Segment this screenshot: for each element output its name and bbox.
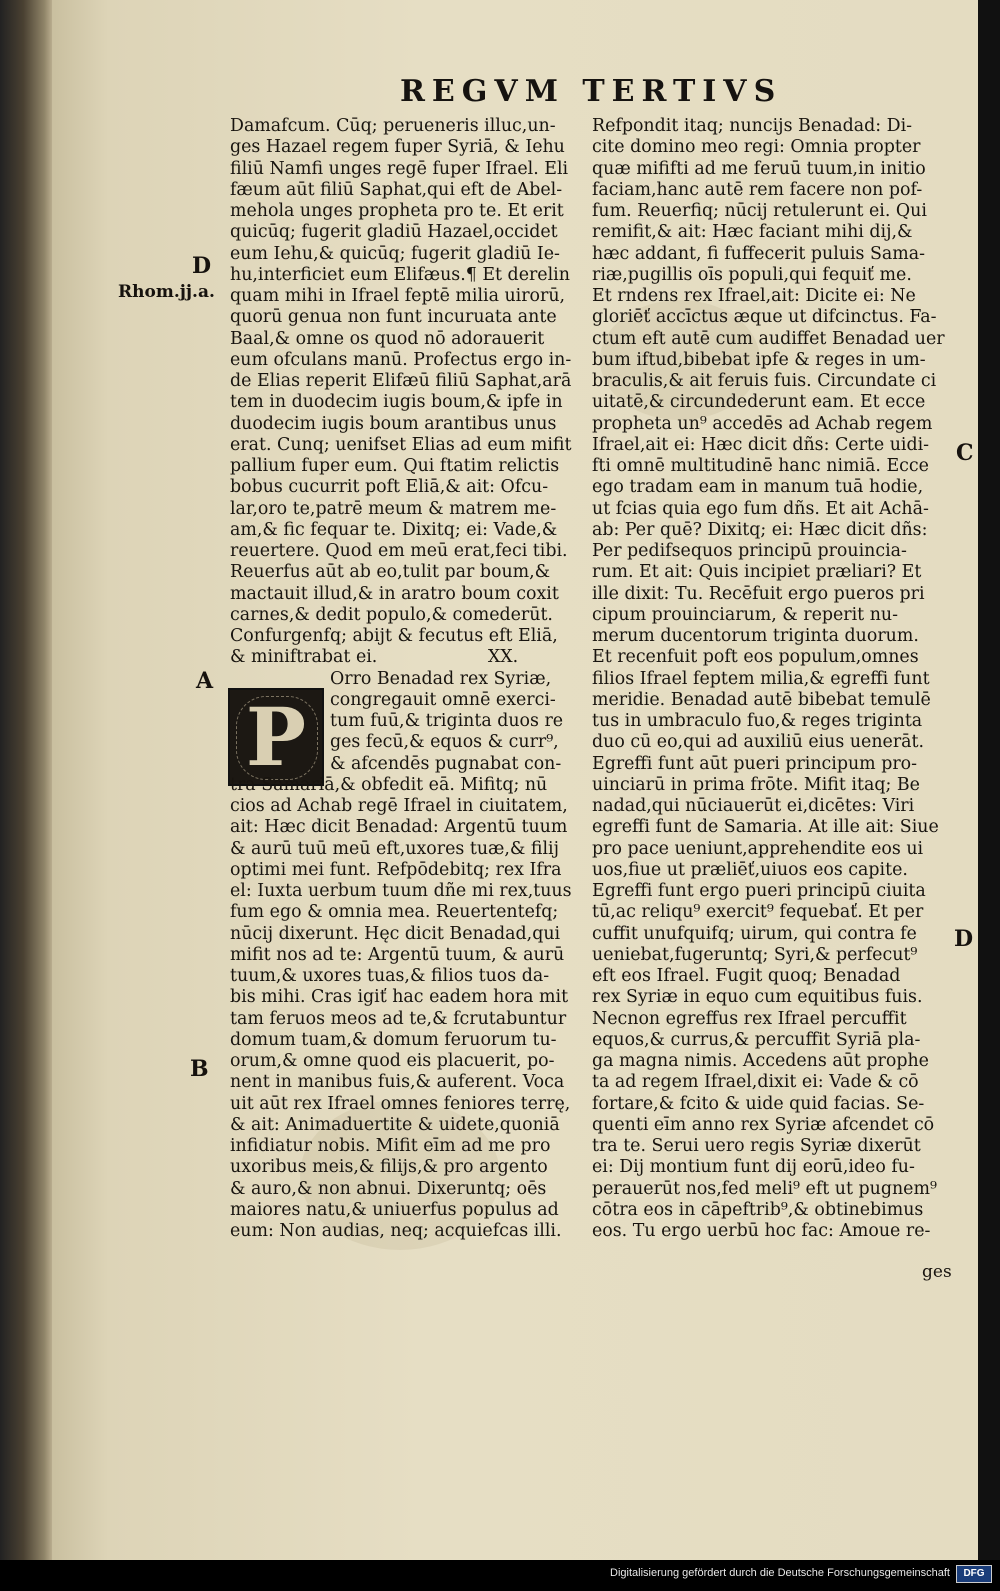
margin-letter-d-right: D [954,926,974,952]
text-line: tū,ac reliqu⁹ exercit⁹ fequebať. Et per [592,902,924,923]
text-line: quam mihi in Ifrael feptē milia uirorū, [230,286,566,306]
text-line: fortare,& fcito & uide quid facias. Se- [592,1093,925,1114]
text-line: eum Iehu,& quicūq; fugerit gladiū Ie- [230,243,560,264]
text-line: tra Samariā,& obfedit eā. Mifitq; nū [230,774,548,795]
initial-letter: P [245,690,307,784]
text-line: optimi mei funt. Refpōdebitq; rex Ifra [230,859,562,880]
text-line: uitatē,& circundederunt eam. Et ecce [592,392,926,413]
text-line: cipum prouinciarum, & reperit nu- [592,604,898,625]
text-line: eos. Tu ergo uerbū hoc fac: Amoue re- [592,1221,931,1241]
text-line: pro pace ueniunt,apprehendite eos ui [592,838,924,859]
text-line: rex Syriæ in equo cum equitibus fuis. [592,987,923,1008]
text-line: uinciarū in prima frōte. Mifit itaq; Be [592,774,920,795]
text-line: ga magna nimis. Accedens aūt prophe [592,1051,929,1071]
text-line: Et recenfuit poft eos populum,omnes [592,647,919,668]
text-line: cite domino meo regi: Omnia propter [592,137,921,158]
margin-letter-a: A [196,668,214,694]
text-line: rum. Et ait: Quis incipiet præliari? Et [592,562,922,583]
text-line: cios ad Achab regē Ifrael in ciuitatem, [230,796,568,816]
text-line: ges Hazael regem fuper Syriā, & Iehu [230,137,565,158]
text-line: remifit,& ait: Hæc faciant mihi dij,& [592,222,913,243]
text-line: fæum aūt filiū Saphat,qui eft de Abel- [230,179,563,200]
text-line: & auro,& non abnui. Dixeruntq; oēs [230,1178,547,1199]
text-line: bobus cucurrit poft Eliā,& ait: Ofcu- [230,477,549,498]
text-line: ges fecū,& equos & curr⁹, [330,732,559,753]
text-line: tra te. Serui uero regis Syriæ dixerūt [592,1136,921,1156]
text-line: quorū genua non funt incuruata ante [230,307,557,328]
text-line: mehola unges propheta pro te. Et erit [230,201,564,221]
text-line: nūcij dixerunt. Hęc dicit Benadad,qui [230,923,561,944]
text-line: Confurgenfq; abijt & fecutus eft Eliā, [230,626,558,646]
text-line: & aurū tuū meū eft,uxores tuæ,& filij [230,838,560,859]
text-line: lar,oro te,patrē meum & matrem me- [230,498,557,519]
catchword: ges [922,1262,952,1282]
text-line: tus in umbraculo fuo,& reges triginta [592,711,923,731]
text-line: eum ofculans manū. Profectus ergo in- [230,349,572,370]
margin-letter-b: B [190,1056,209,1082]
text-line: quæ mififti ad me feruū tuum,in initio [592,158,926,179]
text-line: el: Iuxta uerbum tuum dñe mi rex,tuus [230,881,572,901]
text-line: Necnon egreffus rex Ifrael percuffit [592,1008,907,1029]
text-line: braculis,& ait feruis fuis. Circundate ci [592,371,937,391]
text-line: & miniftrabat ei. XX. [230,647,519,668]
text-line: domum tuam,& domum feruorum tu- [230,1029,557,1050]
text-line: mactauit illud,& in aratro boum coxit [230,583,559,604]
text-line: Egreffi funt ergo pueri principū ciuita [592,881,926,901]
text-line: Damafcum. Cūq; perueneris illuc,un- [230,116,556,136]
margin-reference: Rhom.jj.a. [118,282,215,302]
text-line: erat. Cunq; uenifset Elias ad eum mifit [230,434,572,455]
text-line: eft eos Ifrael. Fugit quoq; Benadad [592,966,901,986]
text-line: tuum,& uxores tuas,& filios tuos da- [230,966,550,986]
text-line: nadad,qui nūciauerūt ei,dicētes: Viri [592,796,915,816]
footer-bar [0,1560,1000,1591]
text-line: & ait: Animaduertite & uidete,quoniā [230,1114,560,1135]
text-line: meridie. Benadad autē bibebat temulē [592,689,931,710]
text-line: uxoribus meis,& filijs,& pro argento [230,1157,548,1178]
text-line: Ifrael,ait ei: Hæc dicit dñs: Certe uidi- [592,434,930,455]
text-line: filiū Namfi unges regē fuper Ifrael. Eli [230,158,569,179]
text-line: ille dixit: Tu. Recēfuit ergo pueros pri [592,583,925,604]
text-line: merum ducentorum triginta duorum. [592,626,919,646]
text-line: perauerūt nos,fed meli⁹ eft ut pugnem⁹ [592,1178,937,1199]
text-line: congregauit omnē exerci- [330,689,556,710]
text-line: Reuerfus aūt ab eo,tulit par boum,& [230,562,551,583]
text-line: carnes,& dedit populo,& comederūt. [230,604,553,625]
text-line: Baal,& omne os quod nō adorauerit [230,328,545,349]
text-line: reuertere. Quod em meū erat,feci tibi. [230,541,568,561]
text-line: Orro Benadad rex Syriæ, [330,668,552,689]
text-line: ab: Per quē? Dixitq; ei: Hæc dicit dñs: [592,519,928,540]
text-line: ei: Dij montium funt dij eorū,ideo fu- [592,1157,915,1178]
text-line: maiores natu,& uniuerfus populus ad [230,1199,559,1220]
text-line: uit aūt rex Ifrael omnes feniores terrę, [230,1093,571,1114]
text-line: ego tradam eam in manum tuā hodie, [592,477,924,498]
text-line: mifit nos ad te: Argentū tuum, & aurū [230,944,565,965]
text-line: ait: Hæc dicit Benadad: Argentū tuum [230,817,568,838]
text-line: ta ad regem Ifrael,dixit ei: Vade & cō [592,1072,919,1093]
text-line: faciam,hanc autē rem facere non pof- [592,179,923,200]
text-line: fti omnē multitudinē hanc nimiā. Ecce [592,456,929,476]
dfg-logo: DFG [956,1565,992,1583]
text-line: Et rndens rex Ifrael,ait: Dicite ei: Ne [592,286,916,306]
text-line: quenti eīm anno rex Syriæ afcendet cō [592,1114,935,1135]
text-line: infidiatur nobis. Mifit eīm ad me pro [230,1136,551,1156]
text-line: Refpondit itaq; nuncijs Benadad: Di- [592,116,913,136]
text-line: fum ego & omnia mea. Reuertentefq; [230,902,559,923]
text-line: tem in duodecim iugis boum,& ipfe in [230,392,563,413]
text-line: duo cū eo,qui ad auxiliū eius uenerāt. [592,732,925,753]
text-line: bum iftud,bibebat ipfe & reges in um- [592,349,926,370]
book-spine [0,0,52,1560]
text-line: tam feruos meos ad te,& fcrutabuntur [230,1008,567,1029]
text-line: duodecim iugis boum arantibus unus [230,413,557,434]
text-line: ueniebat,fugeruntq; Syri,& perfecut⁹ [592,944,918,965]
text-line: nent in manibus fuis,& auferent. Voca [230,1072,565,1093]
text-line: pallium fuper eum. Qui ftatim relictis [230,456,560,476]
text-line: Egreffi funt aūt pueri principum pro- [592,753,917,774]
text-line: hæc addant, fi fuffecerit puluis Sama- [592,243,926,264]
text-line: egreffi funt de Samaria. At ille ait: Siue [592,817,939,838]
running-header: REGVM TERTIVS [400,74,783,109]
text-line: am,& fic fequar te. Dixitq; ei: Vade,& [230,519,558,540]
text-line: equos,& currus,& percuffit Syriā pla- [592,1029,921,1050]
right-text-column [592,116,972,1242]
text-line: propheta un⁹ accedēs ad Achab regem [592,413,933,434]
footer-credit: Digitalisierung gefördert durch die Deutsche Forschungsgemeinschaft [610,1567,950,1579]
text-line: fum. Reuerfiq; nūcij retulerunt ei. Qui [592,201,927,221]
text-line: & afcendēs pugnabat con- [330,753,562,774]
text-line: orum,& omne quod eis placuerit, po- [230,1051,555,1071]
text-line: uos,fiue ut præliēť,uiuos eos capite. [592,859,908,880]
text-line: Per pedifsequos principū prouincia- [592,541,907,561]
text-line: cuffit unufquifq; uirum, qui contra fe [592,923,917,944]
text-line: quicūq; fugerit gladiū Hazael,occidet [230,222,558,243]
text-line: de Elias reperit Elifæū filiū Saphat,arā [230,371,572,391]
text-line: gloriēť accīctus æque ut difcinctus. Fa- [592,307,937,328]
text-line: eum: Non audias, neq; acquiefcas illi. [230,1221,562,1241]
margin-letter-d: D [192,253,212,279]
page-edge [978,0,1000,1560]
text-line: cōtra eos in cāpeftrib⁹,& obtinebimus [592,1199,924,1220]
text-line: hu,interficiet eum Elifæus.¶ Et derelin [230,264,570,285]
text-line: bis mihi. Cras igiť hac eadem hora mit [230,987,569,1008]
text-line: filios Ifrael feptem milia,& egreffi funt [592,668,930,689]
margin-letter-c: C [956,440,974,466]
text-line: riæ,pugillis oīs populi,qui fequiť me. [592,264,912,285]
left-text-column [230,116,575,1242]
text-line: ctum eft autē cum audiffet Benadad uer [592,328,945,349]
text-line: ut fcias quia ego fum dñs. Et ait Achā- [592,498,929,519]
text-line: tum fuū,& triginta duos re [330,711,564,731]
